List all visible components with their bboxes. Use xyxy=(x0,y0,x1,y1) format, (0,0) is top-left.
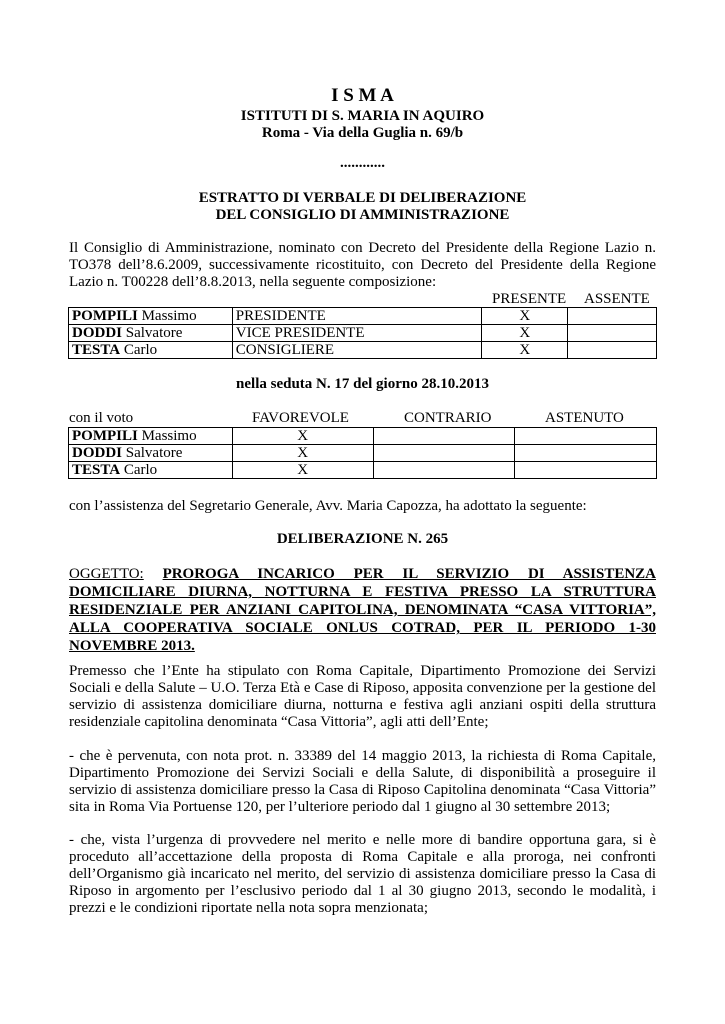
present-mark: X xyxy=(482,308,568,325)
table-row xyxy=(69,342,657,359)
table-row xyxy=(69,462,657,479)
favor-mark: X xyxy=(232,462,373,479)
member-role-cell: PRESIDENTE xyxy=(232,308,482,325)
absent-mark xyxy=(568,308,657,325)
subject-label: OGGETTO: xyxy=(69,566,144,582)
member-name-cell: DODDI Salvatore xyxy=(69,325,233,342)
table-row xyxy=(69,445,657,462)
presence-table xyxy=(68,307,657,359)
subject-paragraph xyxy=(69,565,656,655)
org-name: ISTITUTI DI S. MARIA IN AQUIRO xyxy=(240,108,485,124)
against-mark xyxy=(373,428,515,445)
col-header-abstain: ASTENUTO xyxy=(545,410,624,426)
assistance-line: con l’assistenza del Segretario Generale, Avv. Maria Capozza, ha adottato la seguente: xyxy=(69,498,587,514)
against-mark xyxy=(373,462,515,479)
col-header-favor: FAVOREVOLE xyxy=(252,410,349,426)
vote-table xyxy=(68,427,657,479)
session-line: nella seduta N. 17 del giorno 28.10.2013 xyxy=(236,376,489,392)
present-mark: X xyxy=(482,325,568,342)
doc-title-line2: DEL CONSIGLIO DI AMMINISTRAZIONE xyxy=(215,207,510,223)
subject-text: PROROGA INCARICO PER IL SERVIZIO DI ASSISTENZA DOMICILIARE DIURNA, NOTTURNA E FESTIVA PRESSO LA STRUTTURA RESIDENZIALE PER ANZIANI CAPITOLINA, DENOMINATA “CASA VITTORIA”, ALLA COOPERATIVA SOCIALE ONLUS COTRAD, PER IL PERIODO 1-30 NOVEMBRE 2013. xyxy=(69,566,657,654)
col-header-against: CONTRARIO xyxy=(404,410,492,426)
favor-mark: X xyxy=(232,428,373,445)
org-acronym: I S M A xyxy=(331,85,394,106)
body-paragraph-3: - che, vista l’urgenza di provvedere nel merito e nelle more di bandire opportuna gara, si è proceduto all’accettazione della proposta di Roma Capitale e alla proroga, nei confronti dell’Organismo già incaricato nel merito, del servizio di assistenza domiciliare presso la Casa di Riposo in argomento per l’esclusivo periodo dal 1 al 30 giugno 2013, secondo le modalità, i prezzi e le condizioni riportate nella nota sopra menzionata; xyxy=(69,832,656,916)
table-row xyxy=(69,308,657,325)
present-mark: X xyxy=(482,342,568,359)
absent-mark xyxy=(568,325,657,342)
deliberation-title: DELIBERAZIONE N. 265 xyxy=(276,531,449,547)
absent-mark xyxy=(568,342,657,359)
col-header-absent: ASSENTE xyxy=(584,291,650,307)
against-mark xyxy=(373,445,515,462)
member-name-cell: POMPILI Massimo xyxy=(69,428,233,445)
member-name-cell: DODDI Salvatore xyxy=(69,445,233,462)
col-header-present: PRESENTE xyxy=(492,291,567,307)
intro-paragraph: Il Consiglio di Amministrazione, nominato con Decreto del Presidente della Regione Lazio n. TO378 dell’8.6.2009, successivamente ricostituito, con Decreto del Presidente della Regione Lazio n. T00228 dell’8.8.2013, nella seguente composizione: xyxy=(69,240,656,290)
body-paragraph-2: - che è pervenuta, con nota prot. n. 33389 del 14 maggio 2013, la richiesta di Roma Capitale, Dipartimento Promozione dei Servizi Sociali e della Salute, di disponibilità a proseguire il servizio di assistenza domiciliare presso la Casa di Riposo Capitolina denominata “Casa Vittoria” sita in Roma Via Portuense 120, per l’ulteriore periodo dal 1 giugno al 30 settembre 2013; xyxy=(69,748,656,815)
member-role-cell: VICE PRESIDENTE xyxy=(232,325,482,342)
abstain-mark xyxy=(515,462,657,479)
header-separator-dots: ............ xyxy=(340,155,385,171)
member-name-cell: TESTA Carlo xyxy=(69,342,233,359)
favor-mark: X xyxy=(232,445,373,462)
table-row xyxy=(69,428,657,445)
member-role-cell: CONSIGLIERE xyxy=(232,342,482,359)
member-name-cell: POMPILI Massimo xyxy=(69,308,233,325)
abstain-mark xyxy=(515,445,657,462)
body-paragraph-1: Premesso che l’Ente ha stipulato con Roma Capitale, Dipartimento Promozione dei Servizi Sociali e della Salute – U.O. Terza Età e Case di Riposo, apposita convenzione per la gestione del servizio di assistenza domiciliare diurna, notturna e festiva agli anziani ospiti della struttura residenziale capitolina denominata “Casa Vittoria”, agli atti dell’Ente; xyxy=(69,663,656,730)
doc-title-line1: ESTRATTO DI VERBALE DI DELIBERAZIONE xyxy=(198,190,527,206)
org-address: Roma - Via della Guglia n. 69/b xyxy=(261,125,464,141)
table-row xyxy=(69,325,657,342)
vote-label: con il voto xyxy=(69,410,134,426)
member-name-cell: TESTA Carlo xyxy=(69,462,233,479)
abstain-mark xyxy=(515,428,657,445)
